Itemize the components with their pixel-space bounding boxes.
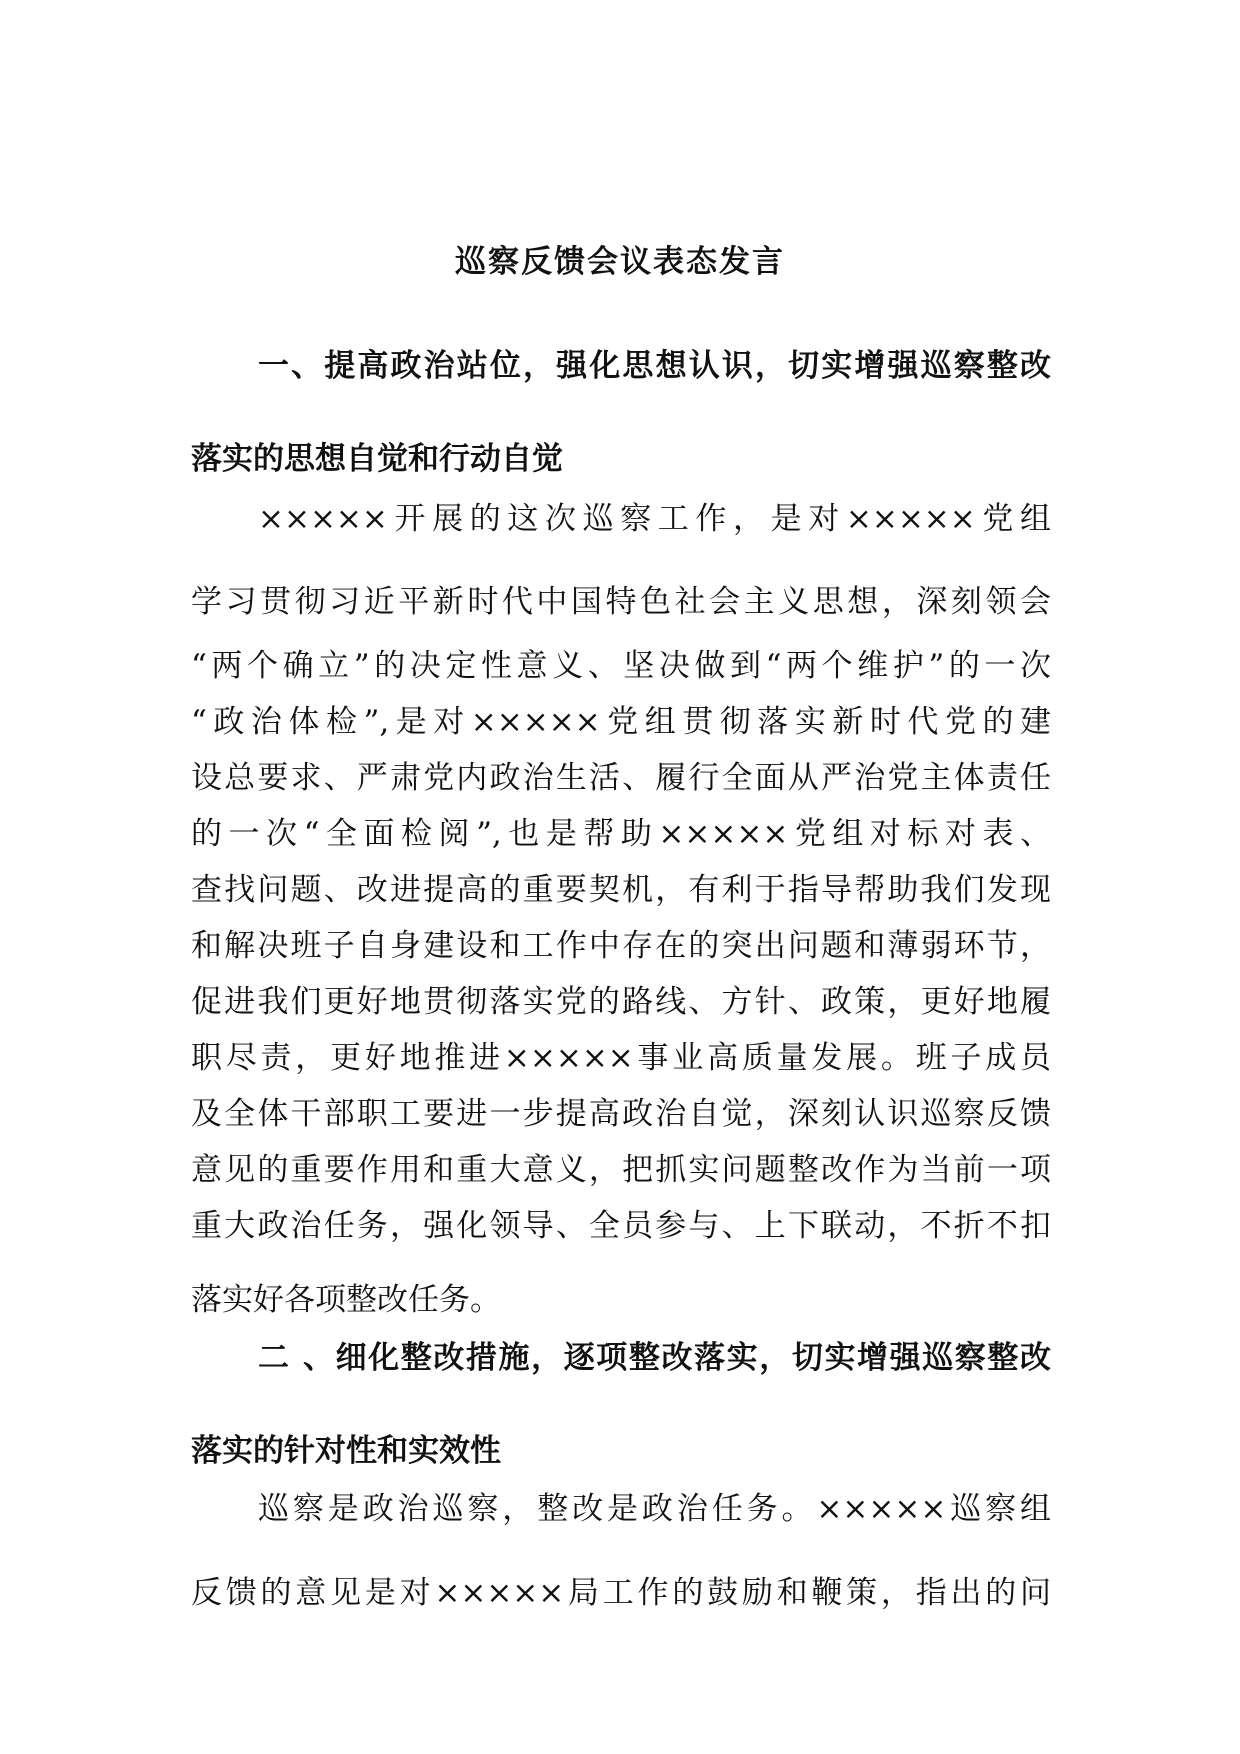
section-1-heading-line-1: 一、提高政治站位，强化思想认识，切实增强巡察整改	[258, 348, 1051, 384]
paragraph-line: 查找问题、改进提高的重要契机，有利于指导帮助我们发现	[191, 872, 1051, 908]
paragraph-line: ×××××开展的这次巡察工作，是对×××××党组	[258, 501, 1051, 537]
paragraph-line: 促进我们更好地贯彻落实党的路线、方针、政策，更好地履	[191, 984, 1051, 1020]
document-title: 巡察反馈会议表态发言	[455, 244, 785, 280]
section-2-heading-line-1: 二 、细化整改措施，逐项整改落实，切实增强巡察整改	[258, 1340, 1051, 1376]
section-1-heading-line-2: 落实的思想自觉和行动自觉	[191, 441, 563, 477]
paragraph-line: 及全体干部职工要进一步提高政治自觉，深刻认识巡察反馈	[191, 1096, 1051, 1132]
paragraph-line: 的一次“全面检阅”,也是帮助×××××党组对标对表、	[191, 816, 1051, 852]
paragraph-line: “两个确立”的决定性意义、坚决做到“两个维护”的一次	[191, 648, 1051, 684]
paragraph-line: 和解决班子自身建设和工作中存在的突出问题和薄弱环节，	[191, 928, 1051, 964]
paragraph-line: 职尽责，更好地推进×××××事业高质量发展。班子成员	[191, 1040, 1051, 1076]
paragraph-line: 反馈的意见是对×××××局工作的鼓励和鞭策，指出的问	[191, 1575, 1051, 1611]
paragraph-line: 学习贯彻习近平新时代中国特色社会主义思想，深刻领会	[191, 584, 1051, 620]
paragraph-line: 巡察是政治巡察，整改是政治任务。×××××巡察组	[258, 1491, 1051, 1527]
section-2-heading-line-2: 落实的针对性和实效性	[191, 1433, 501, 1469]
paragraph-line: 落实好各项整改任务。	[191, 1282, 501, 1318]
paragraph-line: 意见的重要作用和重大意义，把抓实问题整改作为当前一项	[191, 1152, 1051, 1188]
paragraph-line: 重大政治任务，强化领导、全员参与、上下联动，不折不扣	[191, 1208, 1051, 1244]
paragraph-line: 设总要求、严肃党内政治生活、履行全面从严治党主体责任	[191, 760, 1051, 796]
paragraph-line: “政治体检”,是对×××××党组贯彻落实新时代党的建	[191, 704, 1051, 740]
